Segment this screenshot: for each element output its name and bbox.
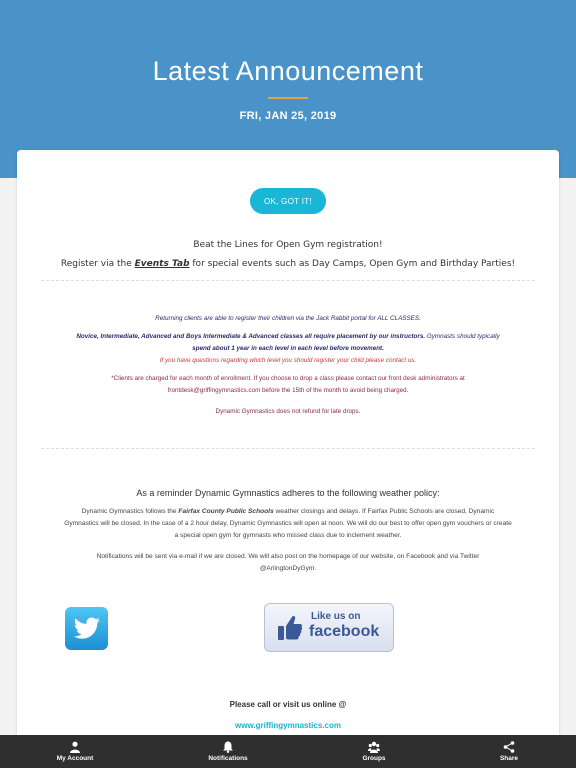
- weather-policy-text: [39, 506, 537, 542]
- notifications-text: [39, 551, 537, 575]
- weather-p1-post: weather closings and delays. If Fairfax Public Schools are closed, Dynamic: [273, 508, 495, 515]
- weather-p1-line3: a special open gym for gymnasts who missed class due to inclement weather.: [174, 532, 402, 539]
- tab-my-account[interactable]: [30, 735, 120, 768]
- group-icon: [368, 741, 380, 753]
- placement-bold: Novice, Intermediate, Advanced and Boys Intermediate & Advanced classes all require placement by our instructors.: [76, 333, 426, 340]
- notifications-line1: Notifications will be sent via e-mail if we are closed. We will also post on the homepage of our website, on Facebook and via Twitter: [96, 553, 480, 560]
- events-line-suffix: for special events such as Day Camps, Open Gym and Birthday Parties!: [189, 259, 516, 269]
- divider: [41, 448, 535, 449]
- title-divider: [268, 97, 308, 99]
- twitter-bird-icon: [73, 617, 101, 641]
- tab-notifications[interactable]: [183, 735, 273, 768]
- tab-share[interactable]: [464, 735, 554, 768]
- refund-text: Dynamic Gymnastics does not refund for late drops.: [215, 408, 361, 415]
- tab-label: Share: [499, 755, 519, 762]
- twitter-button[interactable]: [65, 607, 108, 650]
- facebook-wordmark: facebook: [309, 623, 380, 640]
- weather-heading: As a reminder Dynamic Gymnastics adheres to the following weather policy:: [136, 488, 440, 498]
- person-icon: [69, 741, 81, 753]
- thumbs-up-icon: [277, 614, 303, 642]
- placement-rest: Gymnasts should typically: [425, 333, 500, 340]
- billing-text: [37, 373, 539, 397]
- share-icon: [503, 741, 515, 753]
- announcement-date: FRI, JAN 25, 2019: [239, 110, 337, 122]
- page-title: Latest Announcement: [152, 56, 424, 86]
- bell-icon: [222, 741, 234, 753]
- tab-groups[interactable]: [329, 735, 419, 768]
- placement-line2: spend about 1 year in each level in each level before movement.: [192, 345, 384, 352]
- tab-label: Groups: [362, 755, 386, 762]
- returning-clients-text: Returning clients are able to register their children via the Jack Rabbit portal for ALL CLASSES.: [155, 315, 421, 322]
- placement-text: [37, 331, 539, 355]
- announcement-card: [17, 150, 559, 750]
- questions-text: If you have questions regarding which level you should register your child please contact us.: [159, 357, 417, 364]
- events-line-prefix: Register via the: [60, 259, 135, 269]
- bottom-tab-bar: [0, 735, 576, 768]
- fairfax-schools: Fairfax County Public Schools: [178, 508, 274, 515]
- weather-p1-line2: Gymnastics will be closed. In the case of a 2 hour delay, Dynamic Gymnastics will open at noon. We will do our best to offer open gym vouchers or create: [64, 520, 512, 527]
- weather-p1-pre: Dynamic Gymnastics follows the: [81, 508, 179, 515]
- billing-line1: *Clients are charged for each month of enrollment. If you choose to drop a class please contact our front desk administrators at: [111, 375, 465, 382]
- events-tab-line: [17, 259, 559, 269]
- events-tab-link[interactable]: Events Tab: [134, 259, 190, 269]
- facebook-like-button[interactable]: [264, 603, 394, 652]
- tab-label: Notifications: [208, 755, 248, 762]
- tab-label: My Account: [56, 755, 94, 762]
- billing-line2: frontdesk@griffingymnastics.com before the 15th of the month to avoid being charged.: [167, 387, 409, 394]
- website-link[interactable]: www.griffingymnastics.com: [235, 721, 341, 730]
- notifications-line2: @ArlingtonDyGym.: [259, 565, 317, 572]
- ok-got-it-button[interactable]: OK, GOT IT!: [250, 188, 326, 214]
- divider: [41, 280, 535, 281]
- call-visit-text: Please call or visit us online @: [229, 700, 347, 709]
- open-gym-line: Beat the Lines for Open Gym registration!: [193, 240, 383, 250]
- facebook-like-label: Like us on: [311, 611, 361, 622]
